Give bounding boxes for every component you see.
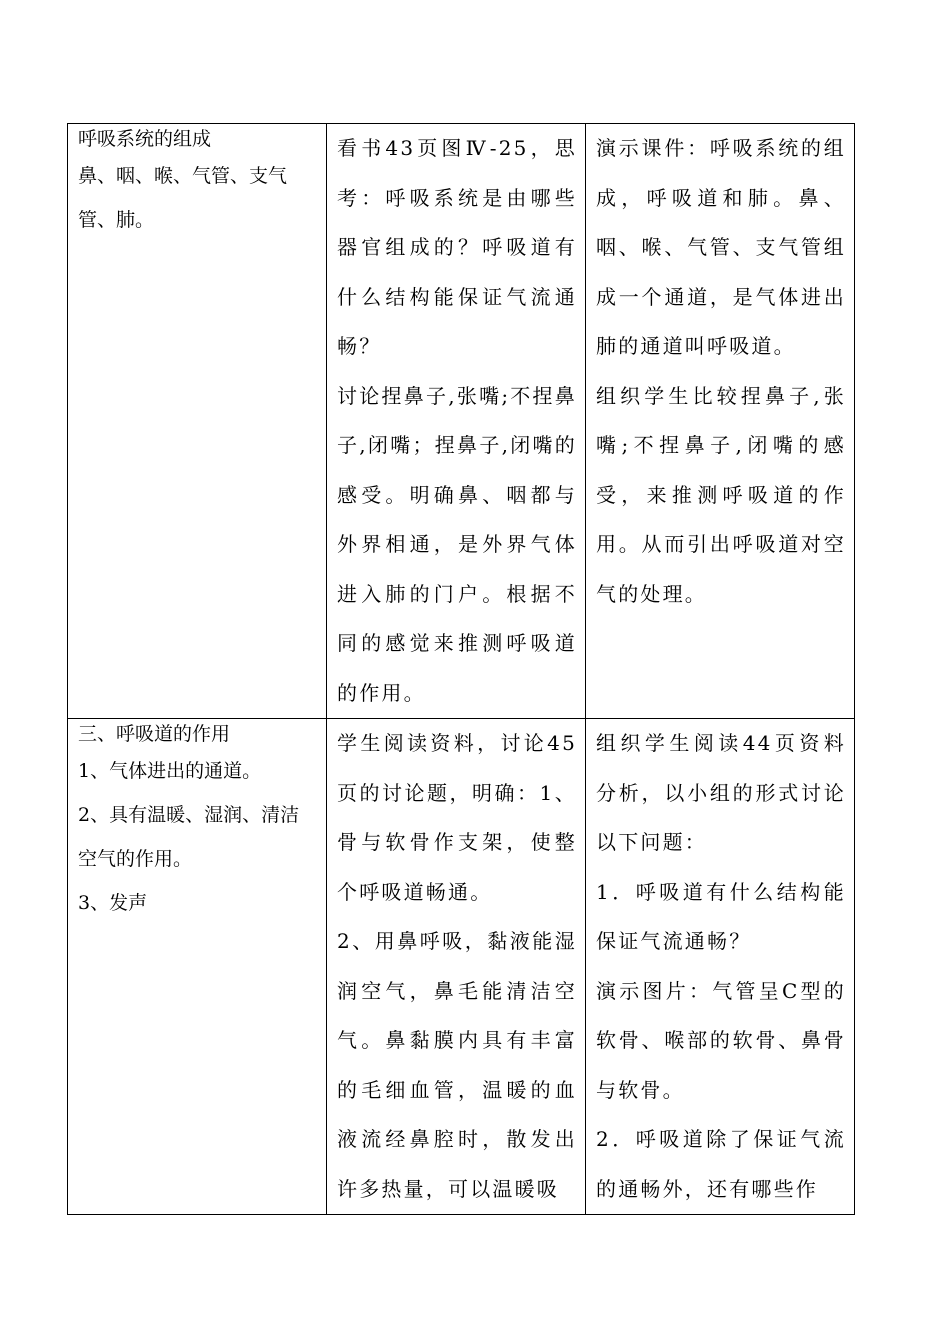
content-line: 3、发声 [78, 892, 148, 914]
lesson-plan-table [67, 123, 855, 1215]
teacher-activity-cell [586, 719, 855, 1215]
content-cell [68, 719, 327, 1215]
table-row [68, 124, 855, 719]
paragraph: 1．呼吸道有什么结构能保证气流通畅？ [596, 879, 846, 953]
paragraph: 讨论捏鼻子,张嘴;不捏鼻子,闭嘴；捏鼻子,闭嘴的感受。明确鼻、咽都与外界相通，是外界气体进入肺的门户。根据不同的感觉来推测呼吸道的作用。 [337, 383, 577, 705]
paragraph: 2．呼吸道除了保证气流的通畅外，还有哪些作 [596, 1127, 846, 1201]
student-activity-cell [327, 124, 586, 719]
table-row [68, 719, 855, 1215]
content-line: 2、具有温暖、湿润、清洁空气的作用。 [78, 804, 300, 870]
content-line: 鼻、咽、喉、气管、支气管、肺。 [78, 165, 288, 231]
paragraph: 学生阅读资料，讨论45页的讨论题，明确：1、骨与软骨作支架，使整个呼吸道畅通。 [337, 731, 577, 904]
section-title: 三、呼吸道的作用 [78, 723, 231, 745]
paragraph: 演示课件：呼吸系统的组成，呼吸道和肺。鼻、咽、喉、气管、支气管组成一个通道，是气体进出肺的通道叫呼吸道。 [596, 136, 846, 358]
student-activity-cell [327, 719, 586, 1215]
paragraph: 组织学生阅读44页资料分析，以小组的形式讨论以下问题： [596, 731, 846, 854]
paragraph: 2、用鼻呼吸，黏液能湿润空气，鼻毛能清洁空气。鼻黏膜内具有丰富的毛细血管，温暖的血液流经鼻腔时，散发出许多热量，可以温暖吸 [337, 929, 577, 1201]
paragraph: 看书43页图Ⅳ-25，思考：呼吸系统是由哪些器官组成的？呼吸道有什么结构能保证气流通畅？ [337, 136, 577, 358]
content-line: 1、气体进出的通道。 [78, 760, 262, 782]
paragraph: 组织学生比较捏鼻子,张嘴;不捏鼻子,闭嘴的感受，来推测呼吸道的作用。从而引出呼吸道对空气的处理。 [596, 383, 846, 606]
section-title: 呼吸系统的组成 [78, 128, 212, 150]
teacher-activity-cell [586, 124, 855, 719]
content-cell [68, 124, 327, 719]
paragraph: 演示图片：气管呈C型的软骨、喉部的软骨、鼻骨与软骨。 [596, 978, 846, 1102]
